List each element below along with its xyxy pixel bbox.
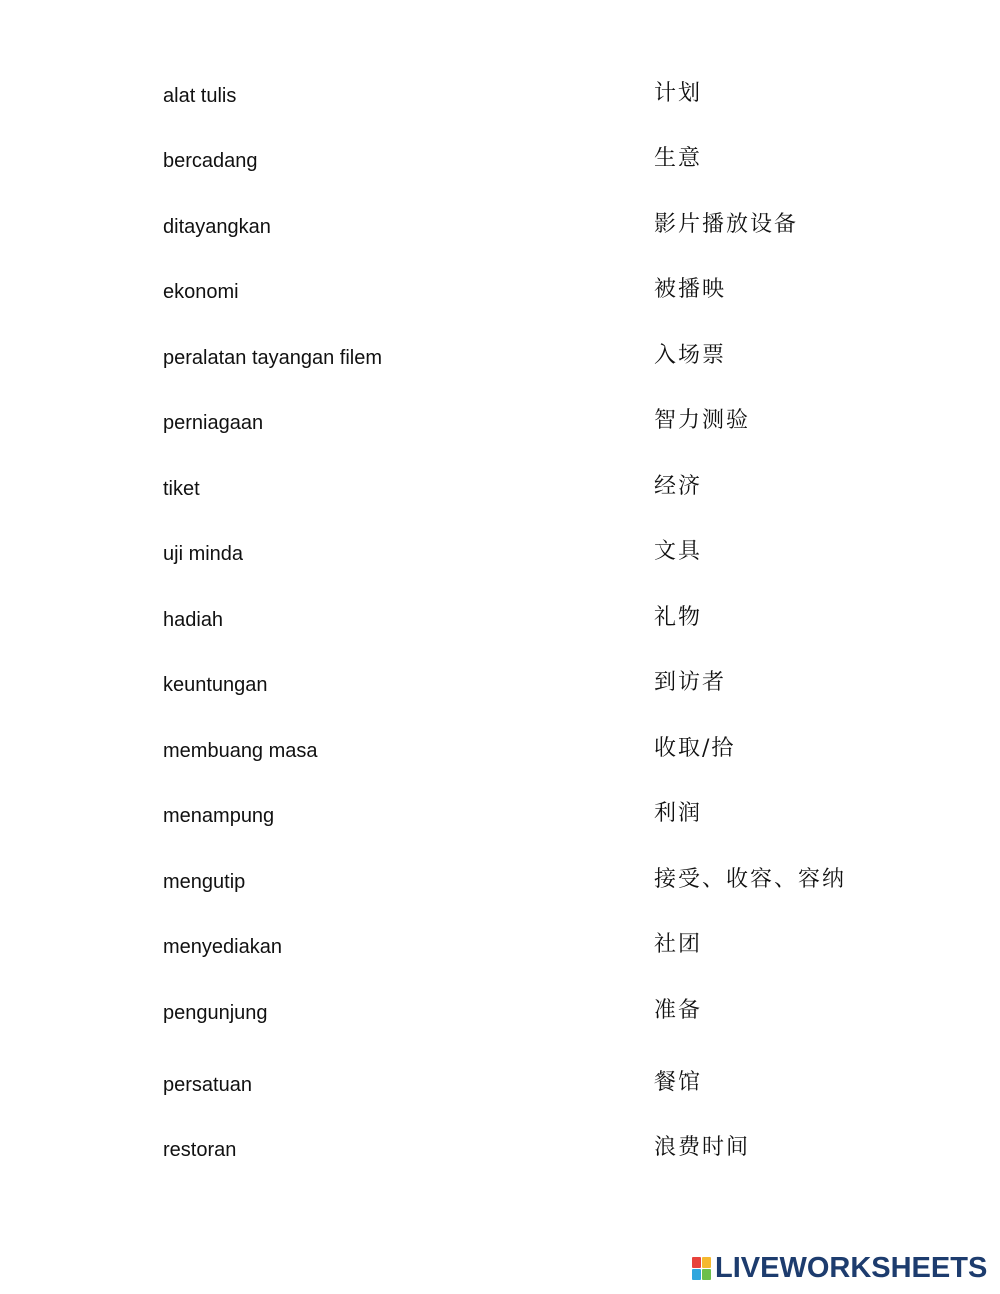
vocab-row [0, 467, 1000, 507]
malay-term: alat tulis [163, 85, 237, 107]
logo-text: LIVEWORKSHEETS [715, 1252, 988, 1284]
vocab-row [0, 1063, 1000, 1103]
vocab-row [0, 532, 1000, 572]
vocab-row [0, 925, 1000, 965]
malay-term: uji minda [163, 543, 244, 565]
vocab-row [0, 794, 1000, 834]
malay-term: menampung [163, 805, 275, 827]
vocab-row [0, 663, 1000, 703]
vocab-row [0, 598, 1000, 638]
logo-square-green [702, 1269, 711, 1280]
chinese-term: 接受、收容、容纳 [654, 867, 847, 892]
vocab-row [0, 991, 1000, 1031]
malay-term: membuang masa [163, 740, 318, 762]
logo-square-red [692, 1257, 701, 1268]
vocab-row [0, 401, 1000, 441]
vocab-row [0, 74, 1000, 114]
malay-term: tiket [163, 478, 200, 500]
malay-term: ekonomi [163, 281, 239, 303]
chinese-term: 影片播放设备 [654, 212, 799, 237]
chinese-term: 生意 [654, 146, 703, 171]
vocab-row [0, 139, 1000, 179]
chinese-term: 礼物 [654, 605, 703, 630]
chinese-term: 入场票 [654, 343, 727, 368]
vocab-row [0, 729, 1000, 769]
logo-square-yellow [702, 1257, 711, 1268]
chinese-term: 智力测验 [654, 408, 751, 433]
vocab-row [0, 336, 1000, 376]
malay-term: pengunjung [163, 1002, 268, 1024]
liveworksheets-logo [692, 1251, 992, 1285]
malay-term: ditayangkan [163, 216, 271, 238]
chinese-term: 计划 [654, 81, 703, 106]
malay-term: hadiah [163, 609, 224, 631]
chinese-term: 文具 [654, 539, 703, 564]
malay-term: mengutip [163, 871, 246, 893]
chinese-term: 到访者 [654, 670, 727, 695]
logo-square-blue [692, 1269, 701, 1280]
chinese-term: 被播映 [654, 277, 727, 302]
vocab-row [0, 205, 1000, 245]
vocab-row [0, 1128, 1000, 1168]
chinese-term: 收取/拾 [654, 736, 736, 761]
malay-term: restoran [163, 1139, 237, 1161]
liveworksheets-logo-icon [692, 1257, 711, 1280]
chinese-term: 餐馆 [654, 1070, 703, 1095]
malay-term: persatuan [163, 1074, 252, 1096]
chinese-term: 利润 [654, 801, 703, 826]
chinese-term: 社团 [654, 932, 703, 957]
chinese-term: 浪费时间 [654, 1135, 751, 1160]
vocab-row [0, 860, 1000, 900]
chinese-term: 经济 [654, 474, 703, 499]
vocab-row [0, 270, 1000, 310]
malay-term: menyediakan [163, 936, 282, 958]
malay-term: keuntungan [163, 674, 268, 696]
malay-term: perniagaan [163, 412, 264, 434]
malay-term: peralatan tayangan filem [163, 347, 383, 369]
malay-term: bercadang [163, 150, 258, 172]
chinese-term: 准备 [654, 998, 703, 1023]
